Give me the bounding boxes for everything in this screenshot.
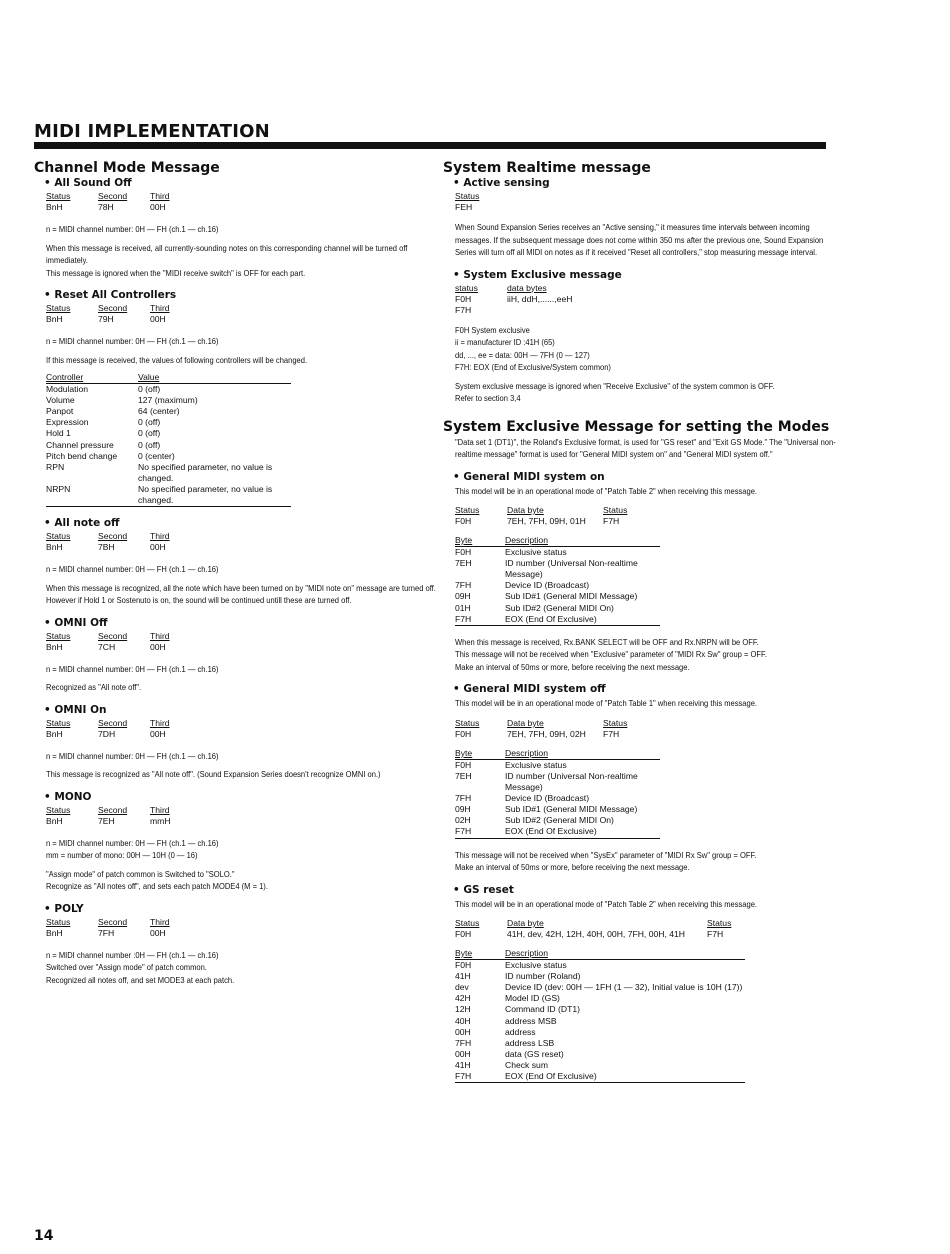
table-header-row xyxy=(46,372,291,384)
table-row xyxy=(455,547,660,558)
gm-on-byte-table xyxy=(455,535,660,626)
col-status: Status xyxy=(603,717,628,728)
col-status: Status xyxy=(603,505,628,515)
mono-title: • MONO xyxy=(44,791,434,803)
cell: F7H xyxy=(455,613,472,624)
cell: F0H xyxy=(455,929,472,939)
paragraph: Refer to section 3,4 xyxy=(455,393,521,403)
col-status: Status xyxy=(707,918,732,928)
col-third: Third xyxy=(150,804,170,815)
col-status: Status xyxy=(455,717,480,728)
col-status: Status xyxy=(46,303,71,313)
cell: EOX (End Of Exclusive) xyxy=(505,1071,597,1082)
paragraph: n = MIDI channel number: 0H — FH (ch.1 — ch.16) xyxy=(46,750,219,761)
cell: 00H xyxy=(455,1048,471,1059)
col-third: Third xyxy=(150,191,170,201)
cell: Check sum xyxy=(505,1059,548,1070)
cell: 00H xyxy=(455,1026,471,1037)
table-row xyxy=(455,1038,745,1049)
val-second: 78H xyxy=(98,202,114,212)
cell: F0H xyxy=(455,547,472,558)
table-row xyxy=(455,760,660,771)
paragraph: Switched over "Assign mode" of patch common. xyxy=(46,962,207,973)
cell: F0H xyxy=(455,728,472,739)
cell: data (GS reset) xyxy=(505,1048,564,1059)
paragraph: This message will not be received when "SysEx" parameter of "MIDI Rx Sw" group = OFF. xyxy=(455,849,757,860)
col-status: Status xyxy=(455,918,480,928)
header-controller: Controller xyxy=(46,372,84,382)
table-row xyxy=(455,558,660,580)
table-row xyxy=(455,993,745,1004)
col-second: Second xyxy=(98,531,128,542)
table-row xyxy=(455,603,660,614)
val-status: BnH xyxy=(46,815,63,826)
cell: Sub ID#1 (General MIDI Message) xyxy=(505,804,638,815)
cell: F7H xyxy=(707,929,724,939)
paragraph: When this message is received, all currently-sounding notes on this corresponding channel will be turned off immediately. xyxy=(46,242,408,265)
col-third: Third xyxy=(150,717,170,728)
paragraph: However if Hold 1 or Sostenuto is on, the sound will be continued untill these are turned off. xyxy=(46,595,352,606)
right-column xyxy=(443,160,835,1083)
table-row xyxy=(46,451,291,462)
cell: dev xyxy=(455,982,469,993)
cell: 0 (off) xyxy=(138,384,161,395)
cell: 0 (off) xyxy=(138,417,161,428)
val-third: 00H xyxy=(150,314,166,324)
paragraph: When this message is recognized, all the note which have been turned on by "MIDI note on" message are turned off. xyxy=(46,582,436,593)
val-second: 7BH xyxy=(98,542,115,553)
cell: 7EH xyxy=(455,558,472,569)
col-third: Third xyxy=(150,630,170,641)
cell: 7EH, 7FH, 09H, 01H xyxy=(507,516,586,526)
cell: Channel pressure xyxy=(46,439,114,450)
cell: 7FH xyxy=(455,793,472,804)
paragraph: n = MIDI channel number :0H — FH (ch.1 — ch.16) xyxy=(46,949,219,960)
paragraph: n = MIDI channel number: 0H — FH (ch.1 — ch.16) xyxy=(46,336,219,346)
paragraph: ii = manufacturer ID :41H (65) xyxy=(455,337,555,347)
cell: 42H xyxy=(455,993,471,1004)
cell: EOX (End Of Exclusive) xyxy=(505,613,597,624)
cell: 7FH xyxy=(455,580,472,591)
cell: Model ID (GS) xyxy=(505,993,560,1004)
val-status: BnH xyxy=(46,728,63,739)
paragraph: mm = number of mono: 00H — 10H (0 — 16) xyxy=(46,850,198,861)
paragraph: This message is recognized as "All note off". (Sound Expansion Series doesn't recognize OMNI on.) xyxy=(46,769,381,780)
table-row xyxy=(455,1016,745,1027)
table-row xyxy=(455,815,660,826)
table-row xyxy=(46,462,291,484)
paragraph: This message is ignored when the "MIDI receive switch" is OFF for each part. xyxy=(46,267,306,278)
cell: 40H xyxy=(455,1015,471,1026)
left-column xyxy=(34,160,434,992)
gm-off-byte-table xyxy=(455,748,660,839)
val-second: 79H xyxy=(98,314,114,324)
cell: Sub ID#1 (General MIDI Message) xyxy=(505,591,638,602)
table-row xyxy=(455,591,660,602)
val-third: mmH xyxy=(150,815,171,826)
cell: ID number (Universal Non-realtime Message) xyxy=(505,558,638,580)
cell: No specified parameter, no value is changed. xyxy=(138,483,273,506)
omni-on-bytes xyxy=(46,718,434,740)
cell: Sub ID#2 (General MIDI On) xyxy=(505,602,614,613)
table-row xyxy=(46,428,291,439)
col-second: Second xyxy=(98,630,128,641)
channel-mode-title: Channel Mode Message xyxy=(34,160,220,176)
gm-on-title: • General MIDI system on xyxy=(453,471,835,483)
cell: Pitch bend change xyxy=(46,450,118,461)
cell: address MSB xyxy=(505,1015,557,1026)
col-status: Status xyxy=(46,531,71,542)
col-second: Second xyxy=(98,303,128,313)
col-data-byte: Data byte xyxy=(507,505,544,515)
header-description: Description xyxy=(505,747,548,758)
cell: Expression xyxy=(46,417,89,428)
cell: F7H xyxy=(455,1071,472,1082)
table-row xyxy=(455,971,745,982)
cell: F7H xyxy=(455,304,472,315)
cell: 41H xyxy=(455,1059,471,1070)
paragraph: Make an interval of 50ms or more, before receiving the next message. xyxy=(455,661,690,672)
table-header-row xyxy=(455,948,745,960)
cell: Device ID (Broadcast) xyxy=(505,793,590,804)
mono-bytes xyxy=(46,805,434,827)
val-status: BnH xyxy=(46,641,63,652)
page-header-title: MIDI IMPLEMENTATION xyxy=(34,121,270,142)
cell: 0 (off) xyxy=(138,439,161,450)
cell: 0 (off) xyxy=(138,428,161,439)
val-status: BnH xyxy=(46,314,63,324)
paragraph: dd, ..., ee = data: 00H — 7FH (0 — 127) xyxy=(455,349,590,360)
val-status: FEH xyxy=(455,202,473,212)
realtime-title: System Realtime message xyxy=(443,160,651,176)
table-row xyxy=(46,395,291,406)
cell: F0H xyxy=(455,516,472,526)
val-status: BnH xyxy=(46,542,63,553)
table-row xyxy=(455,1004,745,1015)
col-status: Status xyxy=(455,505,480,515)
cell: 01H xyxy=(455,602,471,613)
paragraph: Recognize as "All notes off", and sets each patch MODE4 (M = 1). xyxy=(46,881,268,892)
col-second: Second xyxy=(98,191,128,201)
paragraph: Make an interval of 50ms or more, before receiving the next message. xyxy=(455,862,690,872)
col-status: status xyxy=(455,282,478,293)
table-row xyxy=(455,960,745,971)
paragraph: This model will be in an operational mode of "Patch Table 1" when receiving this message. xyxy=(455,698,758,709)
header-value: Value xyxy=(138,372,160,382)
paragraph: n = MIDI channel number: 0H — FH (ch.1 — ch.16) xyxy=(46,224,219,234)
cell: 09H xyxy=(455,804,471,815)
cell: 7EH, 7FH, 09H, 02H xyxy=(507,728,586,739)
cell: Panpot xyxy=(46,406,74,417)
col-status: Status xyxy=(46,804,71,815)
table-row xyxy=(455,982,745,993)
cell: Volume xyxy=(46,395,75,406)
cell: Hold 1 xyxy=(46,428,71,439)
val-status: BnH xyxy=(46,927,63,938)
col-second: Second xyxy=(98,804,128,815)
paragraph: This model will be in an operational mode of "Patch Table 2" when receiving this message. xyxy=(455,898,758,909)
val-third: 00H xyxy=(150,728,166,739)
val-second: 7FH xyxy=(98,927,115,938)
paragraph: F7H: EOX (End of Exclusive/System common) xyxy=(455,362,611,372)
cell: Command ID (DT1) xyxy=(505,1004,580,1015)
modes-title: System Exclusive Message for setting the Modes xyxy=(443,418,830,435)
cell: Exclusive status xyxy=(505,547,567,558)
cell: iiH, ddH,......,eeH xyxy=(507,293,573,304)
paragraph: F0H System exclusive xyxy=(455,324,530,335)
col-data-byte: Data byte xyxy=(507,717,544,728)
cell: NRPN xyxy=(46,483,71,494)
cell: 09H xyxy=(455,591,471,602)
gs-reset-title: • GS reset xyxy=(453,884,835,896)
paragraph: When Sound Expansion Series receives an "Active sensing," it measures time intervals between incoming messages. If the subsequent message does not come within 350 ms after the previous one, Sound Expansion Series will turn off all MIDI on notes as if it received "Reset all controllers," stop measuring message interval. xyxy=(455,222,824,257)
table-row xyxy=(46,406,291,417)
header-byte: Byte xyxy=(455,535,473,545)
paragraph: This model will be in an operational mode of "Patch Table 2" when receiving this message. xyxy=(455,485,758,496)
cell: F0H xyxy=(455,293,472,304)
header-byte: Byte xyxy=(455,948,473,958)
table-row xyxy=(455,580,660,591)
cell: 41H, dev, 42H, 12H, 40H, 00H, 7FH, 00H, 41H xyxy=(507,929,686,939)
cell: 64 (center) xyxy=(138,406,180,417)
cell: Exclusive status xyxy=(505,960,567,971)
val-second: 7EH xyxy=(98,815,115,826)
table-row xyxy=(455,804,660,815)
table-row xyxy=(455,1049,745,1060)
paragraph: This message will not be received when "Exclusive" parameter of "MIDI Rx Sw" group = OFF. xyxy=(455,649,767,660)
table-row xyxy=(455,614,660,625)
paragraph: n = MIDI channel number: 0H — FH (ch.1 — ch.16) xyxy=(46,663,219,674)
gm-off-title: • General MIDI system off xyxy=(453,683,835,695)
col-status: Status xyxy=(46,191,71,201)
cell: F0H xyxy=(455,759,472,770)
paragraph: n = MIDI channel number: 0H — FH (ch.1 — ch.16) xyxy=(46,564,219,575)
table-row xyxy=(455,1027,745,1038)
cell: address LSB xyxy=(505,1037,555,1048)
val-third: 00H xyxy=(150,202,166,212)
page-number: 14 xyxy=(34,1228,54,1244)
col-status: Status xyxy=(455,191,480,201)
col-second: Second xyxy=(98,916,128,927)
all-note-off-title: • All note off xyxy=(44,517,434,529)
header-description: Description xyxy=(505,535,548,545)
cell: 127 (maximum) xyxy=(138,395,198,406)
cell: Sub ID#2 (General MIDI On) xyxy=(505,815,614,826)
cell: 7EH xyxy=(455,770,472,781)
cell: 41H xyxy=(455,971,471,982)
cell: F7H xyxy=(455,826,472,837)
cell xyxy=(507,305,617,316)
paragraph: "Data set 1 (DT1)", the Roland's Exclusive format, is used for "GS reset" and "Exit GS Mode." The "Universal non-realtime message" format is used for "General MIDI system on" and "General MIDI system off." xyxy=(455,436,836,459)
paragraph: "Assign mode" of patch common is Switched to "SOLO." xyxy=(46,868,235,879)
col-status: Status xyxy=(46,630,71,641)
col-data-bytes: data bytes xyxy=(507,282,547,293)
all-note-off-bytes xyxy=(46,531,434,553)
header-description: Description xyxy=(505,948,548,958)
cell: 7FH xyxy=(455,1037,472,1048)
cell: 12H xyxy=(455,1004,471,1015)
cell: ID number (Universal Non-realtime Message) xyxy=(505,770,638,793)
cell: F7H xyxy=(603,728,620,739)
paragraph: n = MIDI channel number: 0H — FH (ch.1 — ch.16) xyxy=(46,837,219,848)
table-row xyxy=(455,771,660,793)
val-third: 00H xyxy=(150,641,166,652)
active-sensing-bytes xyxy=(455,191,835,213)
paragraph: System exclusive message is ignored when "Receive Exclusive" of the system common is OFF. xyxy=(455,380,775,391)
val-third: 00H xyxy=(150,927,166,938)
cell: 02H xyxy=(455,815,471,826)
col-third: Third xyxy=(150,531,170,542)
paragraph: When this message is received, Rx.BANK SELECT will be OFF and Rx.NRPN will be OFF. xyxy=(455,636,759,647)
all-sound-off-title: • All Sound Off xyxy=(44,177,434,189)
table-header-row xyxy=(455,748,660,760)
gs-reset-byte-table xyxy=(455,948,745,1083)
col-status: Status xyxy=(46,916,71,927)
val-second: 7DH xyxy=(98,728,116,739)
cell: 0 (center) xyxy=(138,450,175,461)
cell: ID number (Roland) xyxy=(505,971,581,982)
col-second: Second xyxy=(98,717,128,728)
cell: EOX (End Of Exclusive) xyxy=(505,826,597,837)
table-header-row xyxy=(455,535,660,547)
paragraph: Recognized all notes off, and set MODE3 at each patch. xyxy=(46,974,235,985)
controller-table xyxy=(46,372,291,507)
col-third: Third xyxy=(150,303,170,313)
reset-all-bytes xyxy=(46,303,434,325)
table-row xyxy=(46,417,291,428)
table-row xyxy=(455,793,660,804)
omni-off-bytes xyxy=(46,631,434,653)
cell: RPN xyxy=(46,461,65,472)
omni-on-title: • OMNI On xyxy=(44,704,434,716)
table-row xyxy=(455,1060,745,1071)
val-status: BnH xyxy=(46,202,63,212)
table-row xyxy=(46,384,291,395)
active-sensing-title: • Active sensing xyxy=(453,177,835,189)
gm-on-status xyxy=(455,505,835,527)
cell: Modulation xyxy=(46,384,89,395)
col-third: Third xyxy=(150,916,170,927)
omni-off-title: • OMNI Off xyxy=(44,617,434,629)
table-row xyxy=(455,826,660,837)
cell: Device ID (dev: 00H — 1FH (1 — 32), Initial value is 10H (17)) xyxy=(505,982,743,993)
paragraph: Recognized as "All note off". xyxy=(46,682,142,693)
header-rule xyxy=(34,142,826,149)
gs-reset-status xyxy=(455,918,835,940)
col-data-byte: Data byte xyxy=(507,918,544,928)
all-sound-off-bytes xyxy=(46,191,434,213)
poly-title: • POLY xyxy=(44,903,434,915)
cell: Exclusive status xyxy=(505,759,567,770)
table-row xyxy=(46,440,291,451)
reset-all-controllers-title: • Reset All Controllers xyxy=(44,289,434,301)
cell: No specified parameter, no value is changed. xyxy=(138,461,273,483)
cell: F0H xyxy=(455,960,472,971)
cell: address xyxy=(505,1026,536,1037)
table-row xyxy=(455,1071,745,1082)
gm-off-status xyxy=(455,718,835,740)
cell: F7H xyxy=(603,516,620,526)
val-second: 7CH xyxy=(98,641,116,652)
sysex-bytes xyxy=(455,283,835,316)
cell: Device ID (Broadcast) xyxy=(505,580,590,591)
val-third: 00H xyxy=(150,542,166,553)
header-byte: Byte xyxy=(455,747,473,758)
table-row xyxy=(46,484,291,506)
poly-bytes xyxy=(46,917,434,939)
paragraph: If this message is received, the values of following controllers will be changed. xyxy=(46,354,308,365)
col-status: Status xyxy=(46,717,71,728)
sysex-title: • System Exclusive message xyxy=(453,269,835,281)
